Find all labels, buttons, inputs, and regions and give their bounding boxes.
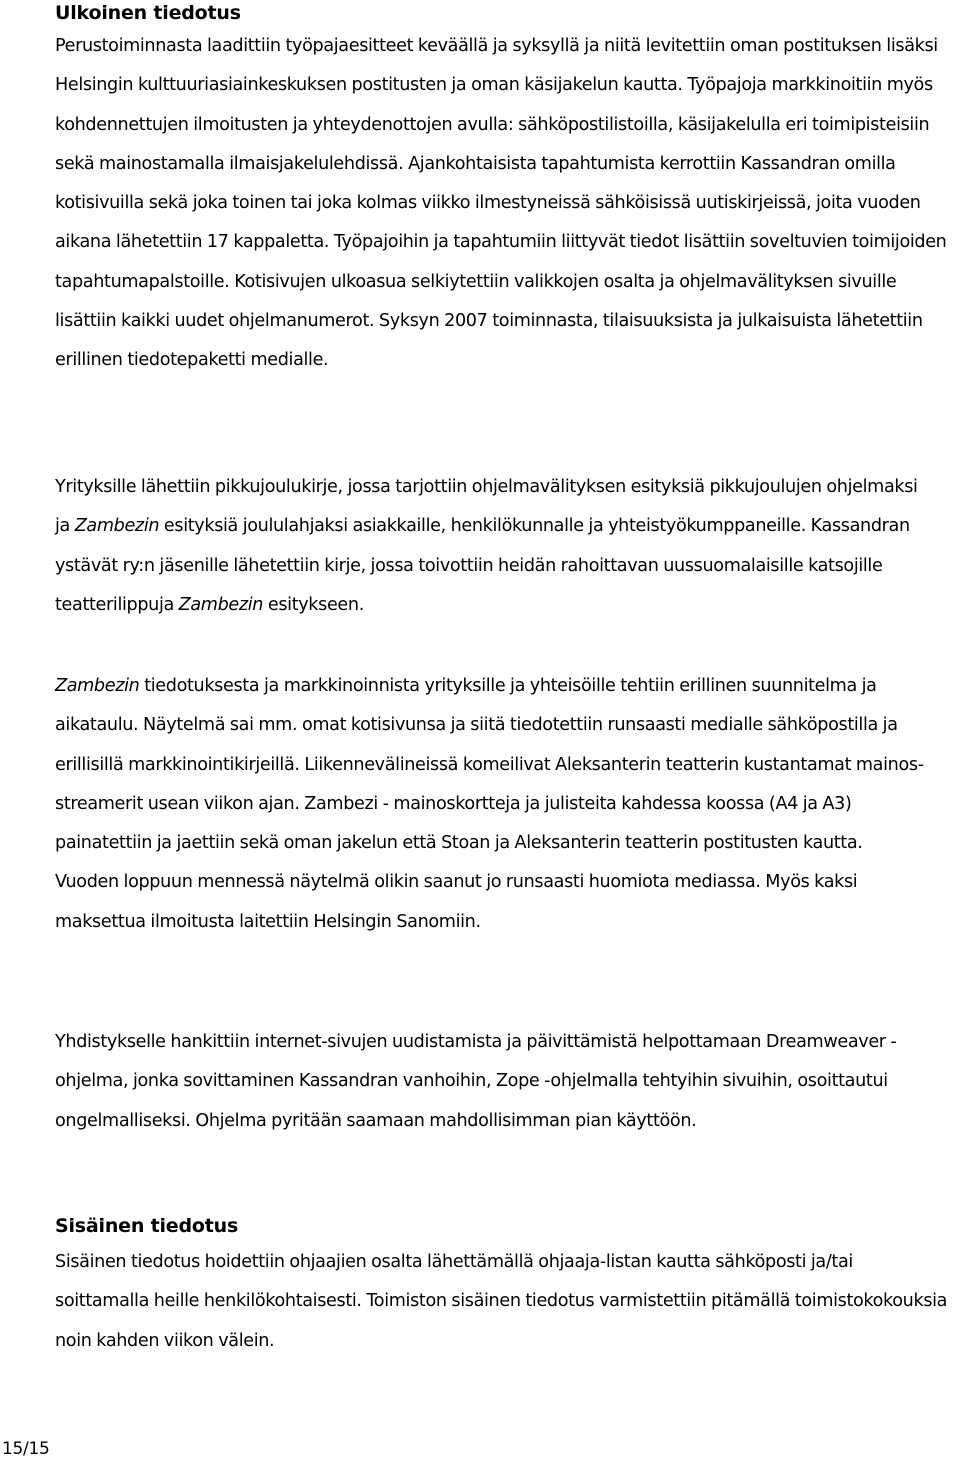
paragraph-text: tiedotuksesta ja markkinoinnista yrityksille ja yhteisöille tehtiin erillinen suunnitelma ja aikataulu. Näytelmä sai mm. omat kotisivunsa ja siitä tiedotettiin runsaasti medialle sähköpostilla ja erillisillä markkinointikirjeillä. Liikennevälineissä komeilivat Aleksanterin teatterin kustantamat mainos-streamerit usean viikon ajan. Zambezi - mainoskortteja ja julisteita kahdessa koossa (A4 ja A3) painatettiin ja jaettiin sekä oman jakelun että Stoan ja Aleksanterin teatterin postitusten kautta. Vuoden loppuun mennessä näytelmä olikin saanut jo runsaasti huomiota mediassa. Myös kaksi maksettua ilmoitusta laitettiin Helsingin Sanomiin. (55, 676, 924, 932)
paragraph-text: esityksiä joululahjaksi asiakkaille, henkilökunnalle ja yhteistyökumppaneille. Kassandran ystävät ry:n jäsenille lähetettiin kirje, jossa toivottiin heidän rahoittavan uussuomalaisille katsojille teatterilippuja (55, 516, 910, 615)
play-title-emphasis: Zambezin (55, 676, 140, 696)
paragraph-text: Yrityksille lähettiin pikkujoulukirje, jossa tarjottiin ohjelmavälityksen esityksiä pikkujoulujen ohjelmaksi ja (55, 477, 918, 537)
play-title-emphasis: Zambezin (178, 594, 264, 615)
paragraph-internal-communication: Sisäinen tiedotus hoidettiin ohjaajien osalta lähettämällä ohjaaja-listan kautta sähköposti ja/tai soittamalla heille henkilökohtaisesti. Toimiston sisäinen tiedotus varmistettiin pitämällä toimistokokouksia noin kahden viikon välein. (55, 1252, 948, 1351)
paragraph-zambezi-marketing (55, 667, 925, 942)
paragraph-website-software: Yhdistykselle hankittiin internet-sivujen uudistamista ja päivittämistä helpottamaan Dreamweaver -ohjelma, jonka sovittaminen Kassandran vanhoihin, Zope -ohjelmalla tehtyihin sivuihin, osoittautui ongelmalliseksi. Ohjelma pyritään saamaan mahdollisimman pian käyttöön. (55, 1032, 897, 1131)
play-title-emphasis: Zambezin (74, 516, 160, 537)
section-heading-external-communication: Ulkoinen tiedotus (55, 2, 241, 24)
paragraph-text: esitykseen. (263, 594, 364, 615)
page-number: 15/15 (2, 1439, 50, 1459)
paragraph-basic-activity-marketing: Perustoiminnasta laadittiin työpajaesitteet keväällä ja syksyllä ja niitä levitettiin oman postituksen lisäksi Helsingin kulttuuriasiainkeskuksen postitusten ja oman käsijakelun kautta. Työpajoja markkinoitiin myös kohdennettujen ilmoitusten ja yhteydenottojen avulla: sähköpostilistoilla, käsijakelulla eri toimipisteisiin sekä mainostamalla ilmaisjakelulehdissä. Ajankohtaisista tapahtumista kerrottiin Kassandran omilla kotisivuilla sekä joka toinen tai joka kolmas viikko ilmestyneissä sähköisissä uutiskirjeissä, joita vuoden aikana lähetettiin 17 kappaletta. Työpajoihin ja tapahtumiin liittyvät tiedot lisättiin soveltuvien toimijoiden tapahtumapalstoille. Kotisivujen ulkoasua selkiytettiin valikkojen osalta ja ohjelmavälityksen sivuille lisättiin kaikki uudet ohjelmanumerot. Syksyn 2007 toiminnasta, tilaisuuksista ja julkaisuista lähetettiin erillinen tiedotepaketti medialle. (55, 36, 947, 371)
section-heading-internal-communication: Sisäinen tiedotus (55, 1215, 239, 1237)
paragraph-christmas-letter (55, 468, 935, 625)
